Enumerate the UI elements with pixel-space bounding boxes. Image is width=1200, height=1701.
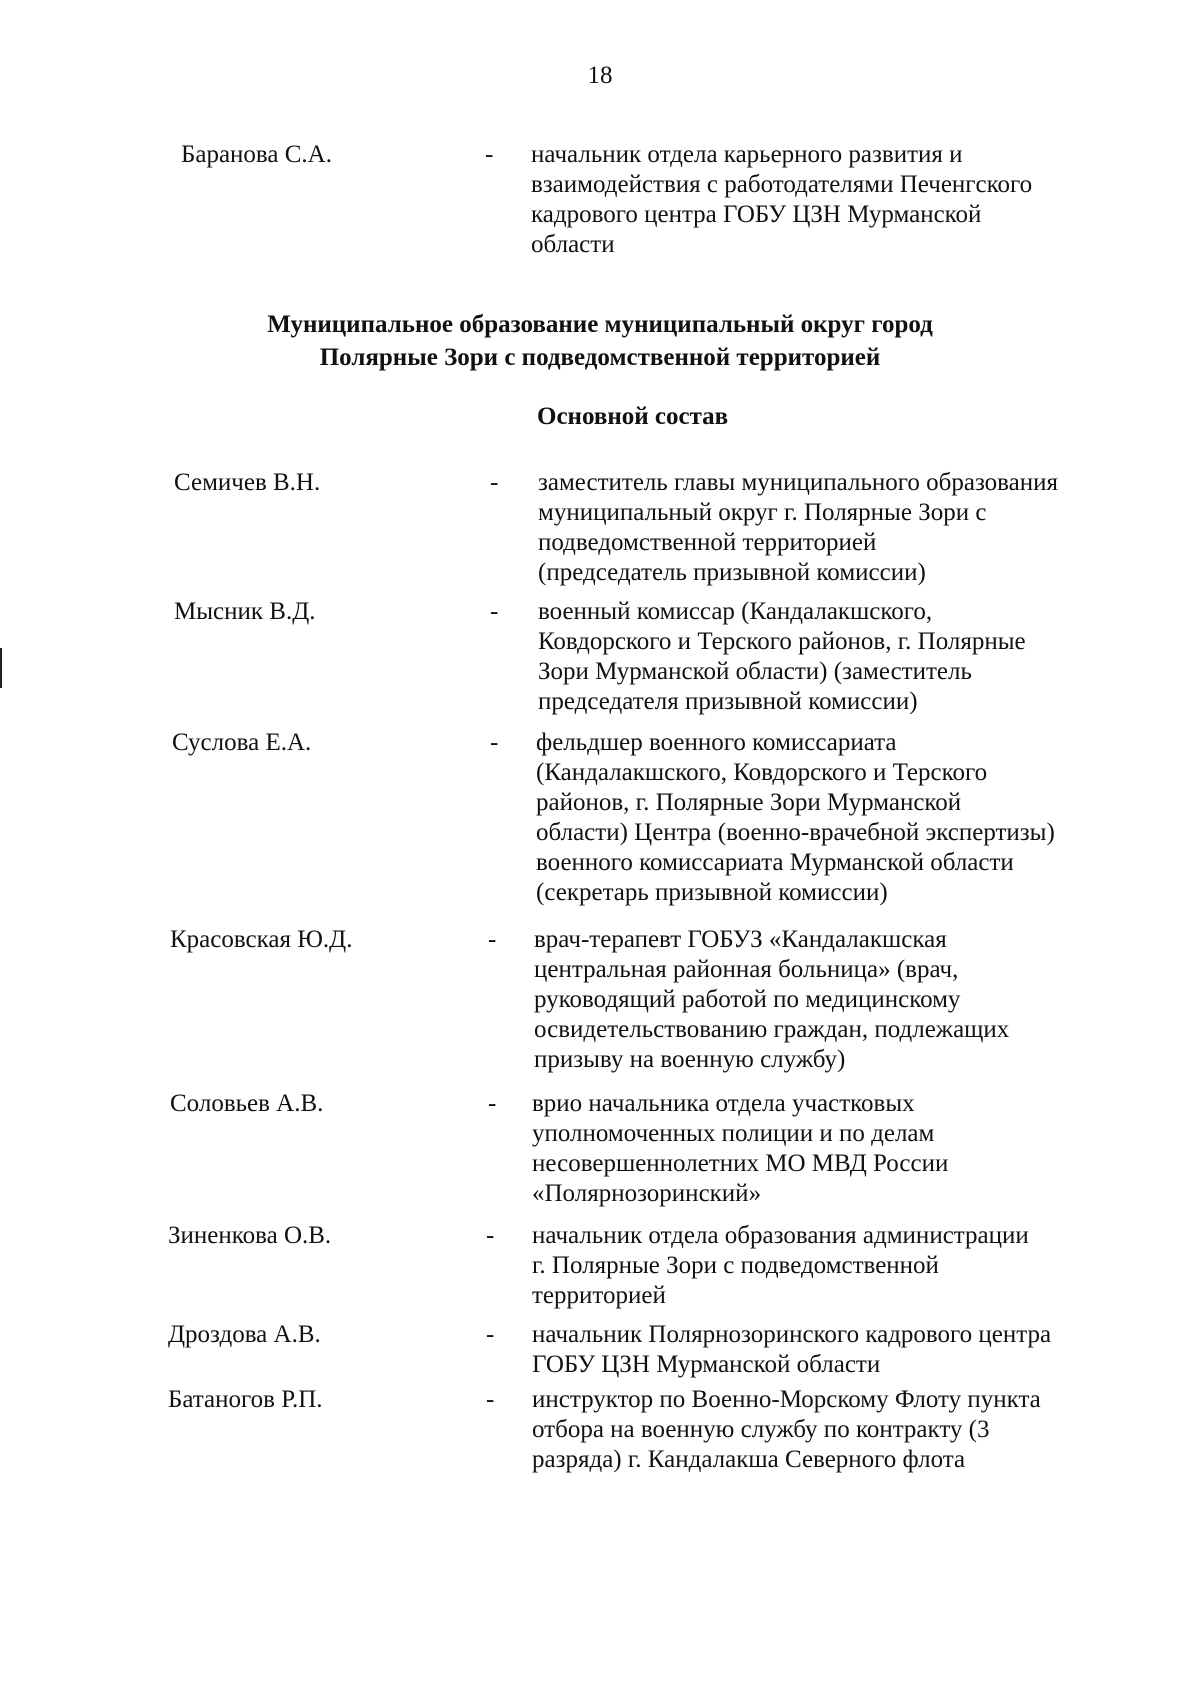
position-line: муниципальный округ г. Полярные Зори с	[538, 499, 987, 526]
member-name: Суслова Е.А.	[172, 729, 312, 756]
position-line: г. Полярные Зори с подведомственной	[532, 1252, 939, 1279]
member-name: Красовская Ю.Д.	[170, 926, 353, 953]
dash-separator: -	[486, 1386, 495, 1413]
position-line: заместитель главы муниципального образования	[538, 469, 1059, 496]
member-name: Семичев В.Н.	[174, 469, 321, 496]
member-entry	[168, 1320, 1148, 1382]
member-name: Баранова С.А.	[181, 141, 332, 168]
section-title-line-2: Полярные Зори с подведомственной территорией	[319, 344, 881, 371]
position-line: военный комиссар (Кандалакшского,	[538, 598, 933, 625]
position-line: ГОБУ ЦЗН Мурманской области	[532, 1351, 881, 1378]
position-line: врач-терапевт ГОБУЗ «Кандалакшская	[534, 926, 947, 953]
position-line: инструктор по Военно-Морскому Флоту пункта	[532, 1386, 1041, 1413]
position-line: (председатель призывной комиссии)	[538, 559, 926, 586]
member-entry	[170, 925, 1150, 1077]
member-entry	[168, 1385, 1148, 1477]
position-line: начальник Полярнозоринского кадрового центра	[532, 1321, 1052, 1348]
position-line: несовершеннолетних МО МВД России	[532, 1150, 949, 1177]
member-entry	[168, 1221, 1148, 1313]
member-position	[538, 468, 1138, 588]
dash-separator: -	[486, 1222, 495, 1249]
scan-margin-mark	[0, 648, 2, 688]
dash-separator: -	[490, 729, 499, 756]
subsection-title: Основной состав	[537, 403, 729, 430]
position-line: кадрового центра ГОБУ ЦЗН Мурманской	[531, 201, 982, 228]
position-line: военного комиссариата Мурманской области	[536, 849, 1014, 876]
dash-separator: -	[486, 1321, 495, 1348]
member-name: Мысник В.Д.	[174, 598, 316, 625]
position-line: фельдшер военного комиссариата	[536, 729, 897, 756]
member-position	[538, 597, 1138, 717]
member-entry	[172, 728, 1152, 910]
member-position	[534, 925, 1134, 1075]
member-position	[532, 1385, 1132, 1475]
dash-separator: -	[488, 1090, 497, 1117]
position-line: освидетельствованию граждан, подлежащих	[534, 1016, 1010, 1043]
position-line: (Кандалакшского, Ковдорского и Терского	[536, 759, 988, 786]
member-name: Батаногов Р.П.	[168, 1386, 323, 1413]
position-line: начальник отдела образования администрации	[532, 1222, 1029, 1249]
section-title-line-1: Муниципальное образование муниципальный округ город	[267, 311, 933, 338]
position-line: территорией	[532, 1282, 666, 1309]
position-line: председателя призывной комиссии)	[538, 688, 918, 715]
member-name: Соловьев А.В.	[170, 1090, 324, 1117]
position-line: врио начальника отдела участковых	[532, 1090, 915, 1117]
member-entry	[174, 468, 1154, 590]
member-entry	[170, 1089, 1150, 1211]
position-line: Зори Мурманской области) (заместитель	[538, 658, 972, 685]
position-line: центральная районная больница» (врач,	[534, 956, 959, 983]
position-line: разряда) г. Кандалакша Северного флота	[532, 1446, 966, 1473]
position-line: уполномоченных полиции и по делам	[532, 1120, 935, 1147]
member-entry	[181, 140, 1141, 270]
member-position	[532, 1089, 1132, 1209]
position-line: начальник отдела карьерного развития и	[531, 141, 963, 168]
dash-separator: -	[485, 141, 494, 168]
member-position	[532, 1221, 1132, 1311]
member-position	[532, 1320, 1132, 1380]
position-line: области) Центра (военно-врачебной экспертизы)	[536, 819, 1055, 846]
position-line: руководящий работой по медицинскому	[534, 986, 961, 1013]
member-position	[531, 140, 1131, 260]
position-line: отбора на военную службу по контракту (3	[532, 1416, 990, 1443]
position-line: области	[531, 231, 615, 258]
member-name: Зиненкова О.В.	[168, 1222, 332, 1249]
dash-separator: -	[488, 926, 497, 953]
position-line: взаимодействия с работодателями Печенгского	[531, 171, 1033, 198]
position-line: районов, г. Полярные Зори Мурманской	[536, 789, 962, 816]
position-line: (секретарь призывной комиссии)	[536, 879, 888, 906]
dash-separator: -	[490, 469, 499, 496]
position-line: «Полярнозоринский»	[532, 1180, 762, 1207]
page-number: 18	[587, 62, 613, 89]
position-line: подведомственной территорией	[538, 529, 877, 556]
member-entry	[174, 597, 1154, 719]
dash-separator: -	[490, 598, 499, 625]
member-position	[536, 728, 1136, 908]
member-name: Дроздова А.В.	[168, 1321, 321, 1348]
position-line: Ковдорского и Терского районов, г. Полярные	[538, 628, 1026, 655]
position-line: призыву на военную службу)	[534, 1046, 846, 1073]
